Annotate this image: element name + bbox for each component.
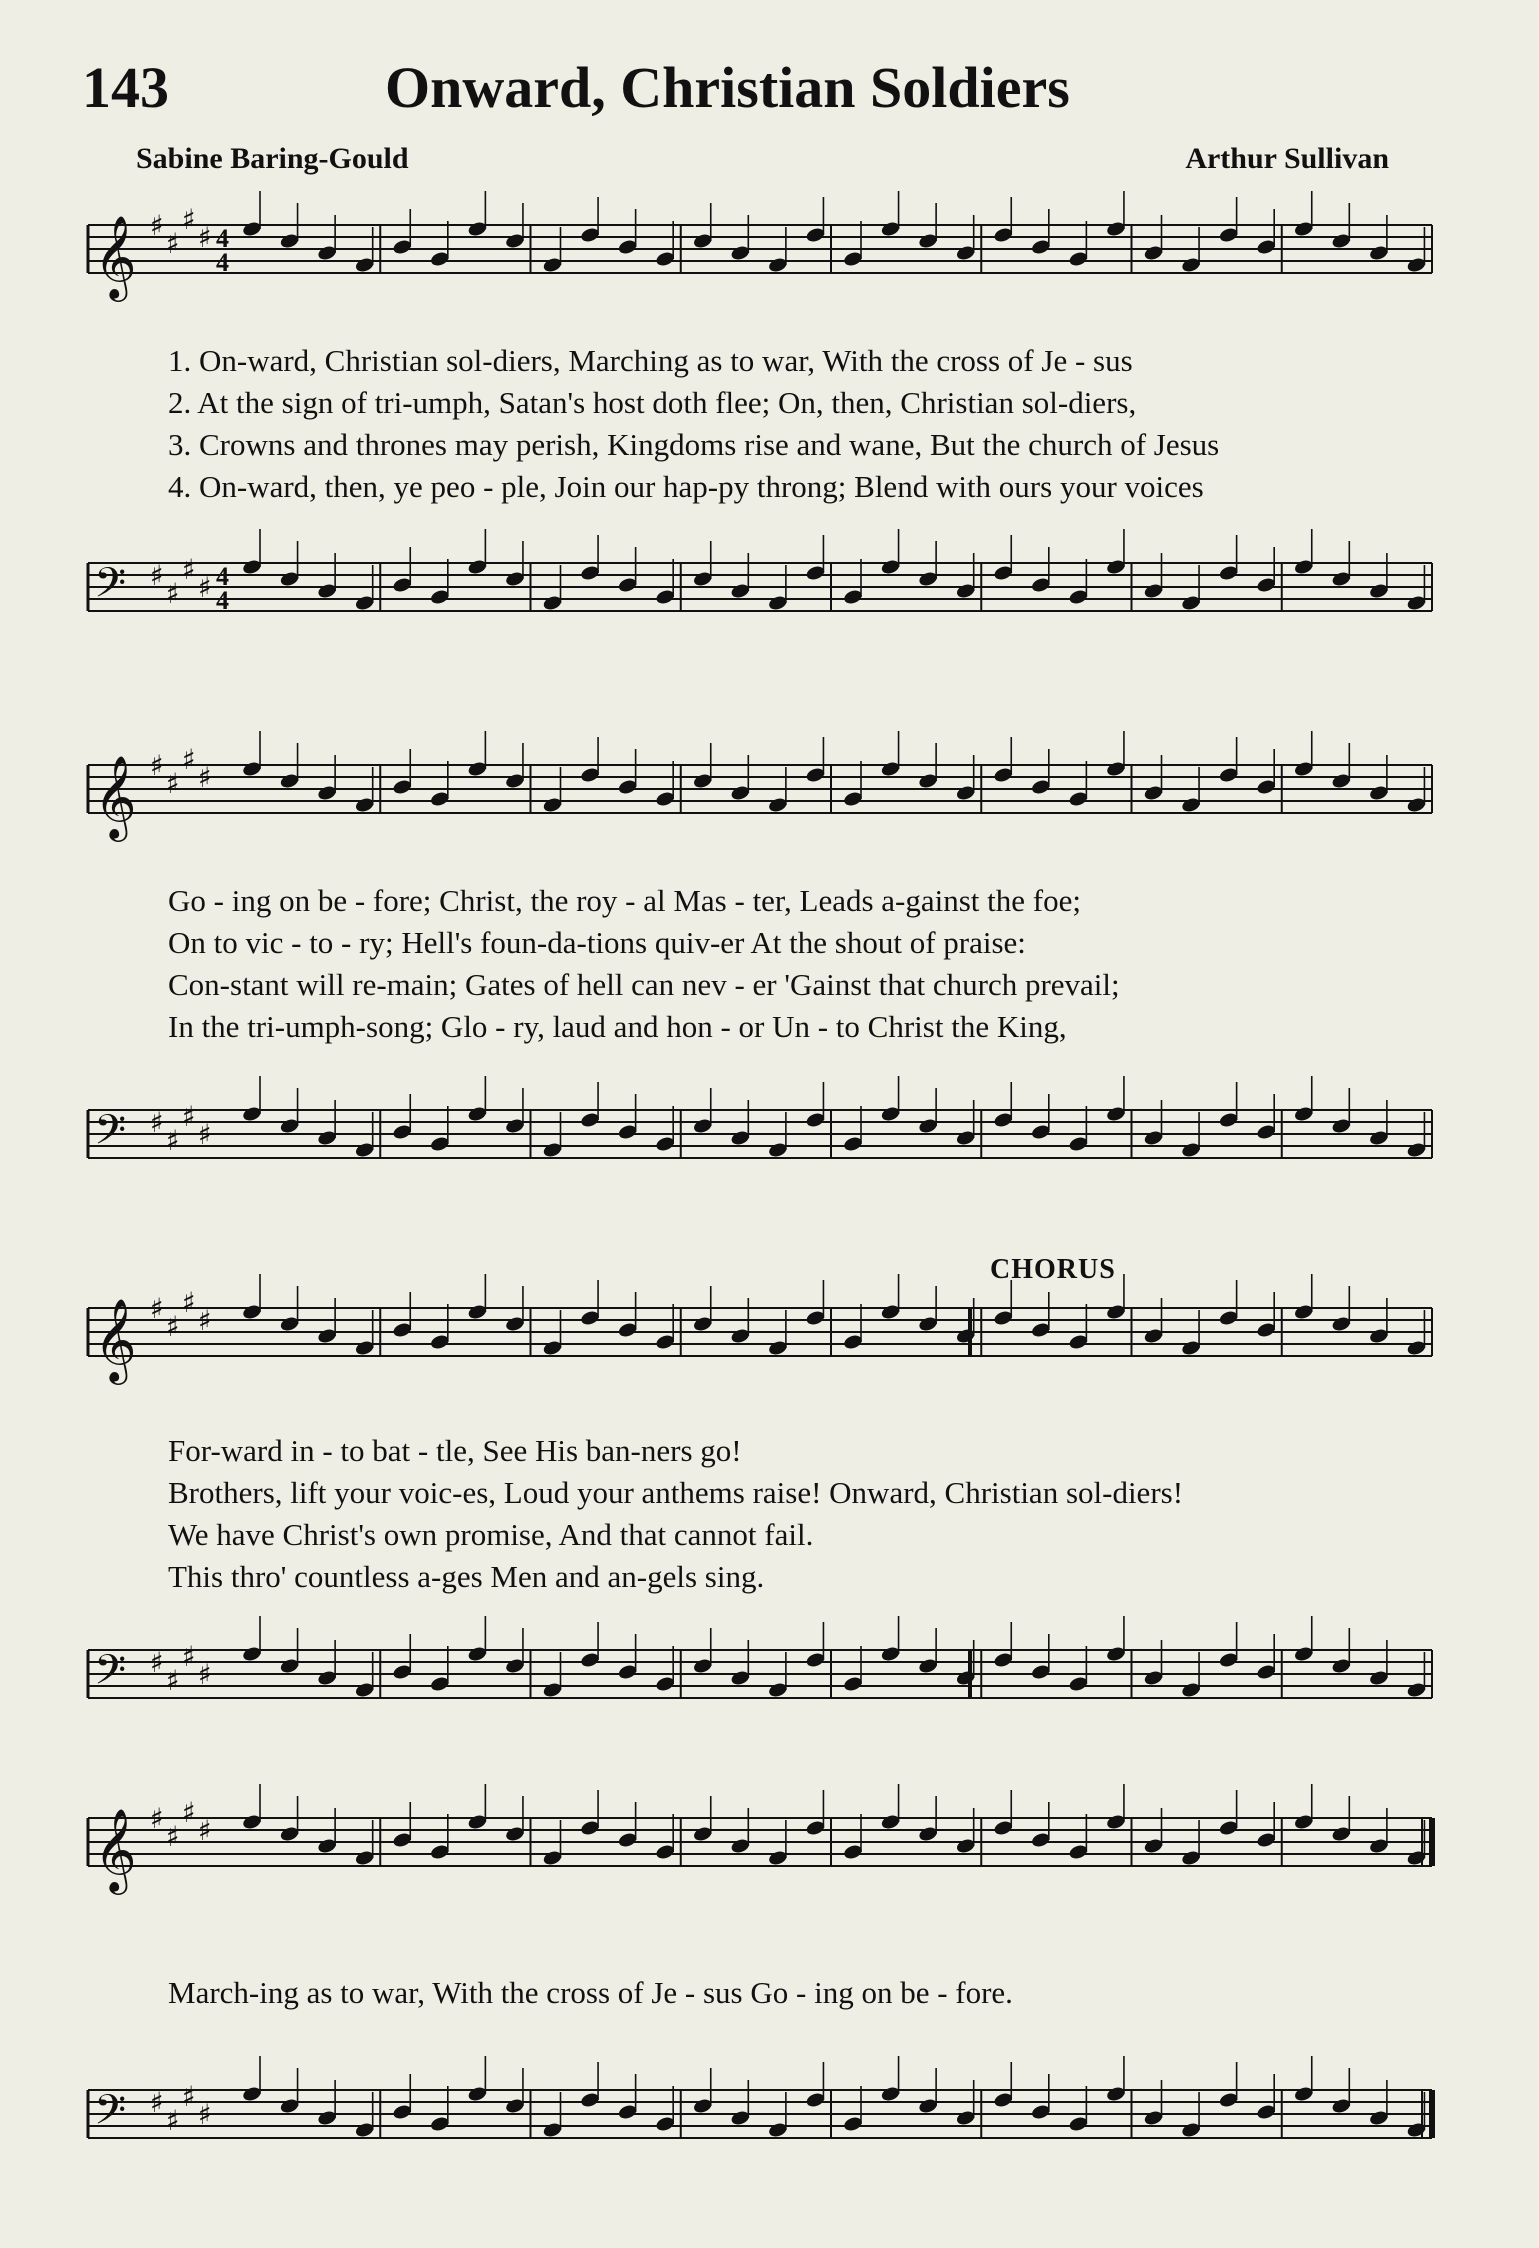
sharp-icon: ♯ xyxy=(182,1286,196,1319)
sharp-icon: ♯ xyxy=(150,749,164,782)
treble-clef-icon: 𝄞 xyxy=(94,214,137,298)
lyrics-block-system-4 xyxy=(168,1972,1013,2014)
lyric-chorus-line: March-ing as to war, With the cross of Je - sus Go - ing on be - fore. xyxy=(168,1975,1013,2010)
lyric-verse-2-system-3: Brothers, lift your voic-es, Loud your anthems raise! Onward, Christian sol-diers! xyxy=(168,1475,1184,1510)
lyrics-block-system-1 xyxy=(168,340,1219,508)
sharp-icon: ♯ xyxy=(182,1100,196,1133)
bass-clef-icon: 𝄢 xyxy=(94,1106,127,1164)
sharp-icon: ♯ xyxy=(150,2086,164,2119)
sharp-icon: ♯ xyxy=(198,1304,212,1337)
treble-staff-system-1 xyxy=(0,203,1539,298)
sharp-icon: ♯ xyxy=(198,2098,212,2131)
bass-clef-icon: 𝄢 xyxy=(94,559,127,617)
lyric-verse-2-system-2: On to vic - to - ry; Hell's foun-da-tions quiv-er At the shout of praise: xyxy=(168,925,1026,960)
sharp-icon: ♯ xyxy=(198,761,212,794)
treble-clef-icon: 𝄞 xyxy=(94,1297,137,1381)
lyric-verse-1-system-2: Go - ing on be - fore; Christ, the roy - al Mas - ter, Leads a-gainst the foe; xyxy=(168,883,1081,918)
bass-clef-icon: 𝄢 xyxy=(94,2086,127,2144)
sharp-icon: ♯ xyxy=(166,577,180,610)
time-signature-top: 4 xyxy=(216,224,229,253)
lyric-verse-3-system-3: We have Christ's own promise, And that cannot fail. xyxy=(168,1517,814,1552)
sharp-icon: ♯ xyxy=(166,1820,180,1853)
sharp-icon: ♯ xyxy=(182,203,196,236)
lyric-verse-1-system-3: For-ward in - to bat - tle, See His ban-ners go! xyxy=(168,1433,742,1468)
sharp-icon: ♯ xyxy=(150,1646,164,1679)
lyric-verse-2: 2. At the sign of tri-umph, Satan's host doth flee; On, then, Christian sol-diers, xyxy=(168,385,1137,420)
sharp-icon: ♯ xyxy=(198,571,212,604)
lyricist-credit: Sabine Baring-Gould xyxy=(136,142,409,175)
sharp-icon: ♯ xyxy=(150,559,164,592)
sharp-icon: ♯ xyxy=(198,1118,212,1151)
sharp-icon: ♯ xyxy=(166,1664,180,1697)
lyric-verse-4: 4. On-ward, then, ye peo - ple, Join our hap-py throng; Blend with ours your voices xyxy=(168,469,1204,504)
bass-staff-system-3 xyxy=(0,1640,1539,1720)
sharp-icon: ♯ xyxy=(150,1802,164,1835)
sharp-icon: ♯ xyxy=(182,743,196,776)
sharp-icon: ♯ xyxy=(182,553,196,586)
sharp-icon: ♯ xyxy=(166,1124,180,1157)
sharp-icon: ♯ xyxy=(198,1814,212,1847)
sharp-icon: ♯ xyxy=(198,221,212,254)
sharp-icon: ♯ xyxy=(150,1106,164,1139)
sharp-icon: ♯ xyxy=(150,1292,164,1325)
hymn-number: 143 xyxy=(82,55,169,120)
sharp-icon: ♯ xyxy=(166,227,180,260)
bass-staff-system-2 xyxy=(0,1100,1539,1180)
treble-clef-icon: 𝄞 xyxy=(94,1807,137,1891)
time-signature-bottom: 4 xyxy=(216,586,229,615)
lyrics-block-system-3 xyxy=(168,1430,1183,1598)
composer-credit: Arthur Sullivan xyxy=(1185,142,1389,175)
lyric-verse-1: 1. On-ward, Christian sol-diers, Marching as to war, With the cross of Je - sus xyxy=(168,343,1133,378)
lyric-verse-4-system-2: In the tri-umph-song; Glo - ry, laud and hon - or Un - to Christ the King, xyxy=(168,1009,1067,1044)
lyric-verse-3: 3. Crowns and thrones may perish, Kingdoms rise and wane, But the church of Jesus xyxy=(168,427,1220,462)
lyrics-block-system-2 xyxy=(168,880,1120,1048)
hymn-title: Onward, Christian Soldiers xyxy=(385,55,1070,120)
sharp-icon: ♯ xyxy=(182,1796,196,1829)
sharp-icon: ♯ xyxy=(166,1310,180,1343)
lyric-verse-4-system-3: This thro' countless a-ges Men and an-gels sing. xyxy=(168,1559,765,1594)
sharp-icon: ♯ xyxy=(182,2080,196,2113)
time-signature-bottom: 4 xyxy=(216,248,229,277)
bass-clef-icon: 𝄢 xyxy=(94,1646,127,1704)
treble-staff-system-2 xyxy=(0,743,1539,838)
bass-staff-system-1 xyxy=(0,553,1539,633)
bass-staff-system-4 xyxy=(0,2080,1539,2160)
sharp-icon: ♯ xyxy=(150,209,164,242)
sharp-icon: ♯ xyxy=(198,1658,212,1691)
lyric-verse-3-system-2: Con-stant will re-main; Gates of hell can nev - er 'Gainst that church prevail; xyxy=(168,967,1120,1002)
treble-clef-icon: 𝄞 xyxy=(94,754,137,838)
sharp-icon: ♯ xyxy=(166,2104,180,2137)
chorus-label: CHORUS xyxy=(990,1254,1116,1285)
sharp-icon: ♯ xyxy=(182,1640,196,1673)
sharp-icon: ♯ xyxy=(166,767,180,800)
treble-staff-system-3 xyxy=(0,1286,1539,1381)
time-signature-top: 4 xyxy=(216,562,229,591)
treble-staff-system-4 xyxy=(0,1796,1539,1891)
